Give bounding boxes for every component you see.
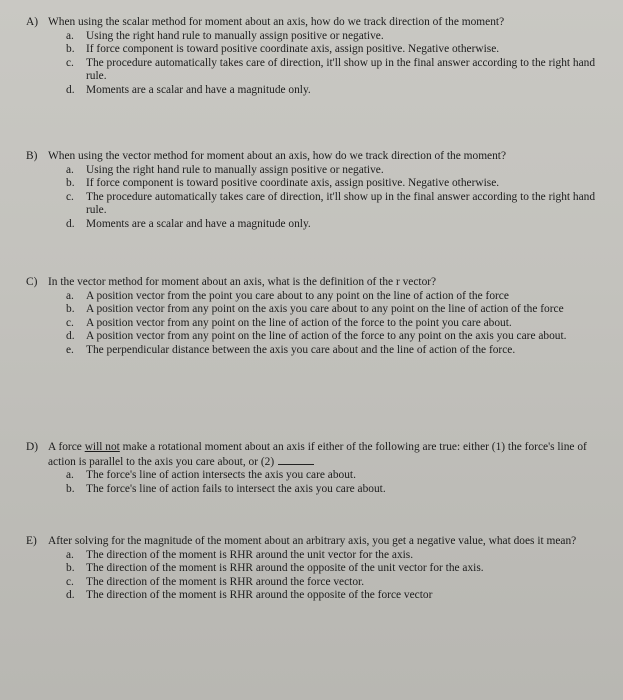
question-b [26,150,611,232]
option-c[interactable] [66,191,611,218]
option-text: A position vector from any point on the line of action of the force to any point on the axis you care about. [86,330,567,343]
option-c[interactable] [66,317,611,331]
option-b[interactable] [66,177,611,191]
option-d[interactable] [66,84,611,98]
option-b[interactable] [66,483,611,497]
option-b[interactable] [66,562,611,576]
option-text: Using the right hand rule to manually assign positive or negative. [86,29,384,42]
option-list [66,549,611,603]
option-list [66,164,611,232]
option-label: d. [66,589,75,602]
option-a[interactable] [66,164,611,178]
option-label: d. [66,330,75,343]
question-text [48,441,611,469]
option-list [66,290,611,358]
question-stem [26,276,611,290]
option-text: If force component is toward positive coordinate axis, assign positive. Negative otherwise. [86,43,500,56]
option-text: The direction of the moment is RHR around the opposite of the force vector [86,589,433,602]
option-text: The force's line of action fails to intersect the axis you care about. [86,482,386,495]
option-c[interactable] [66,576,611,590]
option-e[interactable] [66,344,611,358]
option-text: A position vector from the point you care about to any point on the line of action of the force [86,289,509,302]
option-text: Moments are a scalar and have a magnitude only. [86,217,311,230]
option-label: d. [66,83,75,96]
option-text: Moments are a scalar and have a magnitude only. [86,83,311,96]
option-label: c. [66,575,74,588]
option-text: The direction of the moment is RHR around the opposite of the unit vector for the axis. [86,562,484,575]
option-text: The direction of the moment is RHR around the unit vector for the axis. [86,548,414,561]
option-label: b. [66,562,75,575]
question-label: E) [26,535,37,547]
option-list [66,469,611,496]
option-text: A position vector from any point on the axis you care about to any point on the line of action of the force [86,303,564,316]
option-text: The procedure automatically takes care of direction, it'll show up in the final answer according to the right hand rule. [86,190,596,217]
question-label: C) [26,276,38,288]
option-text: The perpendicular distance between the axis you care about and the line of action of the force. [86,343,516,356]
option-label: c. [66,316,74,329]
question-text: In the vector method for moment about an axis, what is the definition of the r vector? [48,276,437,288]
question-label: D) [26,441,39,453]
option-label: a. [66,548,74,561]
answer-blank[interactable] [278,455,314,465]
option-label: a. [66,163,74,176]
question-c [26,276,611,358]
question-label: A) [26,16,39,28]
question-text-pre: A force [48,441,85,453]
question-text-post: make a rotational moment about an axis if either of the following are true: either (1) the force's line of action is parallel to the axis you care about, or (2) [48,441,587,468]
option-label: a. [66,469,74,482]
option-b[interactable] [66,303,611,317]
option-a[interactable] [66,30,611,44]
option-d[interactable] [66,218,611,232]
option-label: c. [66,190,74,203]
question-stem [26,441,611,469]
question-stem [26,535,611,549]
option-a[interactable] [66,549,611,563]
option-label: b. [66,482,75,495]
option-label: a. [66,29,74,42]
option-text: The force's line of action intersects the axis you care about. [86,469,356,482]
option-label: b. [66,43,75,56]
option-d[interactable] [66,589,611,603]
option-list [66,30,611,98]
option-text: A position vector from any point on the line of action of the force to the point you care about. [86,316,512,329]
question-stem [26,16,611,30]
question-d [26,441,611,496]
question-a [26,16,611,98]
option-a[interactable] [66,290,611,304]
question-text: After solving for the magnitude of the moment about an arbitrary axis, you get a negative value, what does it mean? [48,535,577,547]
option-label: e. [66,343,74,356]
question-text-emphasis: will not [84,441,120,453]
option-label: a. [66,289,74,302]
option-text: The procedure automatically takes care of direction, it'll show up in the final answer according to the right hand rule. [86,56,596,83]
option-label: c. [66,56,74,69]
option-a[interactable] [66,469,611,483]
option-text: The direction of the moment is RHR around the force vector. [86,575,365,588]
option-label: b. [66,303,75,316]
question-e [26,535,611,603]
question-text: When using the vector method for moment about an axis, how do we track direction of the moment? [48,150,507,162]
option-b[interactable] [66,43,611,57]
option-text: If force component is toward positive coordinate axis, assign positive. Negative otherwise. [86,177,500,190]
option-d[interactable] [66,330,611,344]
question-stem [26,150,611,164]
option-label: d. [66,217,75,230]
option-label: b. [66,177,75,190]
option-text: Using the right hand rule to manually assign positive or negative. [86,163,384,176]
option-c[interactable] [66,57,611,84]
question-label: B) [26,150,38,162]
question-text: When using the scalar method for moment about an axis, how do we track direction of the moment? [48,16,505,28]
